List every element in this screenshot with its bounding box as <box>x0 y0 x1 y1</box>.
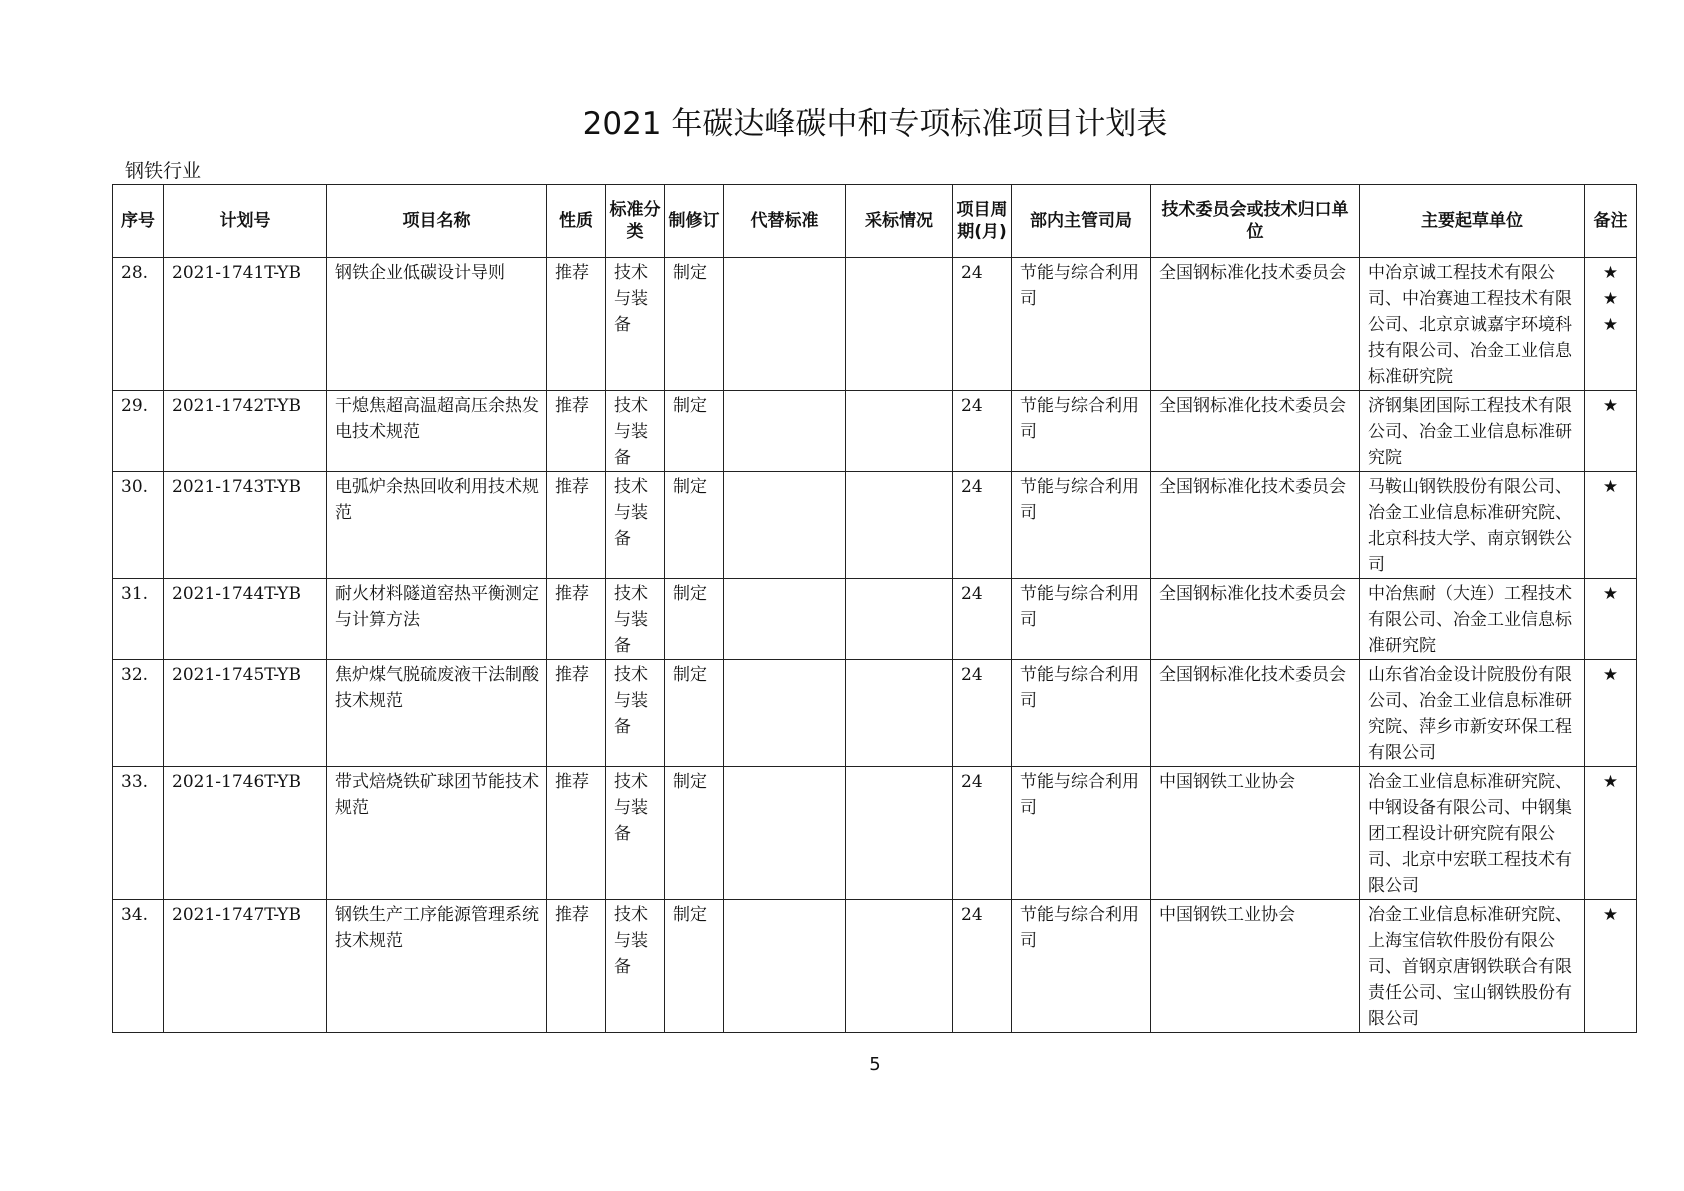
replaced-standard <box>724 472 846 579</box>
standard-category: 技术与装备 <box>606 660 665 767</box>
drafting-units: 冶金工业信息标准研究院、上海宝信软件股份有限公司、首钢京唐钢铁联合有限责任公司、宝山钢铁股份有限公司 <box>1360 900 1585 1033</box>
department: 节能与综合利用司 <box>1012 391 1151 472</box>
plan-number: 2021-1747T-YB <box>164 900 327 1033</box>
row-number: 30. <box>113 472 164 579</box>
remark <box>1585 660 1637 767</box>
plan-number: 2021-1742T-YB <box>164 391 327 472</box>
adoption-status <box>846 579 953 660</box>
revision-type: 制定 <box>665 258 724 391</box>
adoption-status <box>846 258 953 391</box>
nature: 推荐 <box>547 579 606 660</box>
adoption-status <box>846 391 953 472</box>
replaced-standard <box>724 767 846 900</box>
column-header: 代替标准 <box>724 185 846 258</box>
replaced-standard <box>724 900 846 1033</box>
standards-table <box>112 184 1637 1033</box>
adoption-status <box>846 660 953 767</box>
plan-number: 2021-1745T-YB <box>164 660 327 767</box>
technical-committee: 全国钢标准化技术委员会 <box>1151 660 1360 767</box>
column-header: 采标情况 <box>846 185 953 258</box>
star-icon: ★ <box>1602 477 1619 497</box>
project-name: 焦炉煤气脱硫废液干法制酸技术规范 <box>327 660 547 767</box>
column-header: 性质 <box>547 185 606 258</box>
revision-type: 制定 <box>665 900 724 1033</box>
remark <box>1585 391 1637 472</box>
column-header: 技术委员会或技术归口单位 <box>1151 185 1360 258</box>
department: 节能与综合利用司 <box>1012 258 1151 391</box>
row-number: 31. <box>113 579 164 660</box>
revision-type: 制定 <box>665 391 724 472</box>
column-header: 计划号 <box>164 185 327 258</box>
column-header: 标准分类 <box>606 185 665 258</box>
department: 节能与综合利用司 <box>1012 900 1151 1033</box>
department: 节能与综合利用司 <box>1012 767 1151 900</box>
drafting-units: 济钢集团国际工程技术有限公司、冶金工业信息标准研究院 <box>1360 391 1585 472</box>
technical-committee: 全国钢标准化技术委员会 <box>1151 579 1360 660</box>
project-name: 钢铁生产工序能源管理系统技术规范 <box>327 900 547 1033</box>
project-name: 钢铁企业低碳设计导则 <box>327 258 547 391</box>
revision-type: 制定 <box>665 579 724 660</box>
adoption-status <box>846 472 953 579</box>
standard-category: 技术与装备 <box>606 767 665 900</box>
technical-committee: 中国钢铁工业协会 <box>1151 900 1360 1033</box>
row-number: 34. <box>113 900 164 1033</box>
column-header: 制修订 <box>665 185 724 258</box>
row-number: 29. <box>113 391 164 472</box>
project-name: 耐火材料隧道窑热平衡测定与计算方法 <box>327 579 547 660</box>
drafting-units: 中冶焦耐（大连）工程技术有限公司、冶金工业信息标准研究院 <box>1360 579 1585 660</box>
star-icon: ★ <box>1602 905 1619 925</box>
drafting-units: 马鞍山钢铁股份有限公司、冶金工业信息标准研究院、北京科技大学、南京钢铁公司 <box>1360 472 1585 579</box>
column-header: 项目名称 <box>327 185 547 258</box>
table-body <box>113 258 1637 1033</box>
project-period: 24 <box>953 391 1012 472</box>
table-row <box>113 472 1637 579</box>
remark <box>1585 900 1637 1033</box>
revision-type: 制定 <box>665 472 724 579</box>
remark <box>1585 258 1637 391</box>
standard-category: 技术与装备 <box>606 258 665 391</box>
department: 节能与综合利用司 <box>1012 472 1151 579</box>
row-number: 32. <box>113 660 164 767</box>
department: 节能与综合利用司 <box>1012 579 1151 660</box>
section-label: 钢铁行业 <box>125 160 202 182</box>
star-icon: ★ <box>1602 772 1619 792</box>
nature: 推荐 <box>547 660 606 767</box>
table-row <box>113 391 1637 472</box>
project-name: 干熄焦超高温超高压余热发电技术规范 <box>327 391 547 472</box>
drafting-units: 冶金工业信息标准研究院、中钢设备有限公司、中钢集团工程设计研究院有限公司、北京中宏联工程技术有限公司 <box>1360 767 1585 900</box>
row-number: 33. <box>113 767 164 900</box>
table-row <box>113 579 1637 660</box>
project-name: 电弧炉余热回收利用技术规范 <box>327 472 547 579</box>
nature: 推荐 <box>547 900 606 1033</box>
project-period: 24 <box>953 767 1012 900</box>
star-icon: ★ <box>1602 289 1619 309</box>
standard-category: 技术与装备 <box>606 579 665 660</box>
page-number: 5 <box>869 1054 881 1075</box>
replaced-standard <box>724 258 846 391</box>
plan-number: 2021-1746T-YB <box>164 767 327 900</box>
revision-type: 制定 <box>665 660 724 767</box>
column-header: 主要起草单位 <box>1360 185 1585 258</box>
nature: 推荐 <box>547 391 606 472</box>
replaced-standard <box>724 579 846 660</box>
column-header: 备注 <box>1585 185 1637 258</box>
row-number: 28. <box>113 258 164 391</box>
drafting-units: 山东省冶金设计院股份有限公司、冶金工业信息标准研究院、萍乡市新安环保工程有限公司 <box>1360 660 1585 767</box>
standard-category: 技术与装备 <box>606 391 665 472</box>
column-header: 部内主管司局 <box>1012 185 1151 258</box>
table-header-row <box>113 185 1637 258</box>
page-title: 2021 年碳达峰碳中和专项标准项目计划表 <box>582 106 1168 142</box>
star-icon: ★ <box>1602 396 1619 416</box>
drafting-units: 中冶京诚工程技术有限公司、中冶赛迪工程技术有限公司、北京京诚嘉宇环境科技有限公司、冶金工业信息标准研究院 <box>1360 258 1585 391</box>
star-icon: ★ <box>1602 263 1619 283</box>
remark <box>1585 579 1637 660</box>
adoption-status <box>846 900 953 1033</box>
star-icon: ★ <box>1602 584 1619 604</box>
nature: 推荐 <box>547 258 606 391</box>
technical-committee: 全国钢标准化技术委员会 <box>1151 258 1360 391</box>
plan-number: 2021-1743T-YB <box>164 472 327 579</box>
star-icon: ★ <box>1602 665 1619 685</box>
replaced-standard <box>724 660 846 767</box>
project-period: 24 <box>953 258 1012 391</box>
replaced-standard <box>724 391 846 472</box>
nature: 推荐 <box>547 472 606 579</box>
plan-number: 2021-1741T-YB <box>164 258 327 391</box>
plan-number: 2021-1744T-YB <box>164 579 327 660</box>
project-period: 24 <box>953 579 1012 660</box>
table-row <box>113 900 1637 1033</box>
revision-type: 制定 <box>665 767 724 900</box>
technical-committee: 中国钢铁工业协会 <box>1151 767 1360 900</box>
department: 节能与综合利用司 <box>1012 660 1151 767</box>
standard-category: 技术与装备 <box>606 900 665 1033</box>
nature: 推荐 <box>547 767 606 900</box>
standard-category: 技术与装备 <box>606 472 665 579</box>
project-period: 24 <box>953 900 1012 1033</box>
column-header: 序号 <box>113 185 164 258</box>
remark <box>1585 767 1637 900</box>
remark <box>1585 472 1637 579</box>
table-row <box>113 258 1637 391</box>
project-name: 带式焙烧铁矿球团节能技术规范 <box>327 767 547 900</box>
table-row <box>113 660 1637 767</box>
adoption-status <box>846 767 953 900</box>
star-icon: ★ <box>1602 315 1619 335</box>
project-period: 24 <box>953 660 1012 767</box>
project-period: 24 <box>953 472 1012 579</box>
technical-committee: 全国钢标准化技术委员会 <box>1151 472 1360 579</box>
technical-committee: 全国钢标准化技术委员会 <box>1151 391 1360 472</box>
column-header: 项目周期(月) <box>953 185 1012 258</box>
table-row <box>113 767 1637 900</box>
